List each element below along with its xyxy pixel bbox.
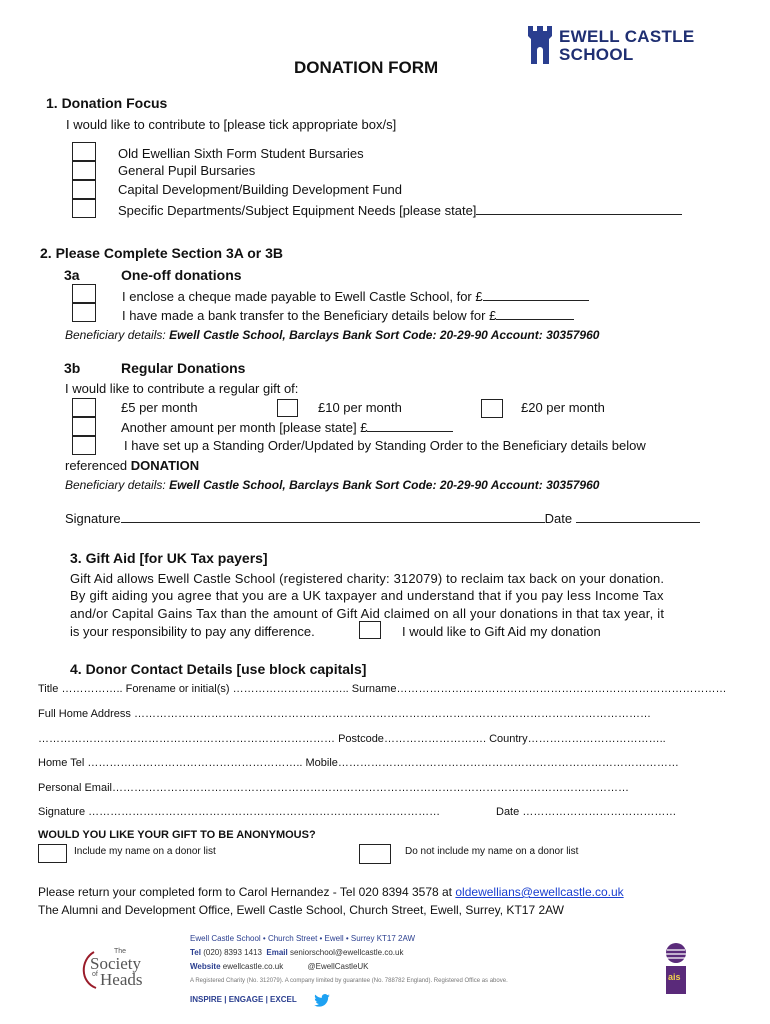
signature-field-4[interactable]: …………………………………………………………………………………… bbox=[88, 806, 441, 818]
checkbox-another-amount[interactable] bbox=[72, 417, 96, 436]
option-capital-development: Capital Development/Building Development Fund bbox=[118, 182, 402, 197]
footer-address: Ewell Castle School • Church Street • Ewell • Surrey KT17 2AW bbox=[190, 934, 416, 943]
checkbox-include-name[interactable] bbox=[38, 844, 67, 863]
email-field[interactable]: …………………………………………………………………………………………………………………………… bbox=[111, 782, 629, 794]
logo-line2: SCHOOL bbox=[559, 45, 634, 64]
amount-10-label: £10 per month bbox=[318, 400, 402, 415]
gift-aid-line3: and/or Capital Gains Tax than the amount of Gift Aid claimed on all your donations in that tax year, it bbox=[70, 606, 665, 621]
society-line4: Heads bbox=[100, 970, 143, 989]
checkbox-cheque[interactable] bbox=[72, 284, 96, 303]
option-specific-departments bbox=[118, 202, 682, 218]
email-row bbox=[38, 782, 629, 794]
address-field[interactable]: …………………………………………………………………………………………………………………………… bbox=[134, 708, 651, 720]
section3-heading: 3. Gift Aid [for UK Tax payers] bbox=[70, 550, 268, 566]
option-specific-departments-label: Specific Departments/Subject Equipment Needs [please state] bbox=[118, 203, 477, 218]
footer-email[interactable]: seniorschool@ewellcastle.co.uk bbox=[289, 948, 404, 957]
footer-website-label: Website bbox=[190, 962, 221, 971]
checkbox-old-ewellian[interactable] bbox=[72, 142, 96, 161]
beneficiary-value-3b: Ewell Castle School, Barclays Bank Sort Code: 20-29-90 Account: 30357960 bbox=[169, 478, 600, 492]
gift-aid-line1: Gift Aid allows Ewell Castle School (registered charity: 312079) to reclaim tax back on your donation. bbox=[70, 571, 665, 586]
mobile-field[interactable]: ………………………………………………………………………………… bbox=[337, 757, 679, 769]
footer-tagline: INSPIRE | ENGAGE | EXCEL bbox=[190, 995, 297, 1004]
anonymous-question: WOULD YOU LIKE YOUR GIFT TO BE ANONYMOUS? bbox=[38, 829, 316, 841]
beneficiary-label: Beneficiary details: bbox=[65, 328, 166, 342]
beneficiary-label-3b: Beneficiary details: bbox=[65, 478, 166, 492]
ais-globe-icon bbox=[664, 942, 688, 964]
section1-heading: 1. Donation Focus bbox=[46, 95, 168, 111]
society-line3: of bbox=[92, 971, 98, 978]
footer-twitter-handle[interactable]: @EwellCastleUK bbox=[307, 962, 369, 971]
date-field-4[interactable]: …………………………………… bbox=[522, 806, 677, 818]
forename-field[interactable]: ………………………….. bbox=[232, 683, 349, 695]
castle-tower-icon bbox=[526, 24, 554, 66]
amount-5-label: £5 per month bbox=[121, 400, 198, 415]
footer-legal: A Registered Charity (No. 312079). A company limited by guarantee (No. 788782 England). Registered Office as above. bbox=[190, 978, 508, 984]
section3a-title: One-off donations bbox=[121, 267, 242, 283]
return-email-link[interactable]: oldewellians@ewellcastle.co.uk bbox=[455, 885, 624, 899]
beneficiary-value: Ewell Castle School, Barclays Bank Sort Code: 20-29-90 Account: 30357960 bbox=[169, 328, 600, 342]
society-of-heads-logo bbox=[78, 946, 150, 992]
option-old-ewellian: Old Ewellian Sixth Form Student Bursaries bbox=[118, 146, 364, 161]
checkbox-10-per-month[interactable] bbox=[277, 399, 298, 417]
signature-label-3b: Signature bbox=[65, 511, 121, 526]
include-name-label: Include my name on a donor list bbox=[74, 846, 216, 857]
exclude-name-label: Do not include my name on a donor list bbox=[405, 846, 579, 857]
title-label: Title bbox=[38, 683, 59, 695]
beneficiary-details-3a bbox=[65, 328, 599, 342]
ais-logo bbox=[664, 942, 688, 994]
checkbox-exclude-name[interactable] bbox=[359, 844, 391, 864]
date-row-4 bbox=[496, 806, 676, 818]
another-amount-field[interactable] bbox=[367, 419, 453, 432]
home-tel-label: Home Tel bbox=[38, 757, 85, 769]
surname-label: Surname bbox=[351, 683, 397, 695]
section1-instruction: I would like to contribute to [please tick appropriate box/s] bbox=[66, 117, 397, 132]
section3b-title: Regular Donations bbox=[121, 360, 246, 376]
beneficiary-details-3b bbox=[65, 478, 599, 492]
gift-aid-line4: is your responsibility to pay any difference. bbox=[70, 624, 315, 639]
society-line2: Society bbox=[90, 954, 141, 973]
return-line1 bbox=[38, 885, 624, 899]
cheque-label: I enclose a cheque made payable to Ewell Castle School, for £ bbox=[122, 289, 483, 304]
referenced-label: referenced bbox=[65, 458, 128, 473]
referenced-row bbox=[65, 458, 199, 473]
signature-field-3b[interactable] bbox=[121, 510, 545, 523]
tel-mobile-row bbox=[38, 757, 679, 769]
amount-20-label: £20 per month bbox=[521, 400, 605, 415]
email-label: Personal Email bbox=[38, 782, 112, 794]
another-amount-row bbox=[121, 419, 453, 435]
date-field-3b[interactable] bbox=[576, 510, 700, 523]
footer-web-row bbox=[190, 962, 369, 971]
forename-label: Forename or initial(s) bbox=[125, 683, 230, 695]
footer-tel-label: Tel bbox=[190, 948, 201, 957]
another-amount-label: Another amount per month [please state] £ bbox=[121, 420, 368, 435]
society-line1: The bbox=[114, 948, 127, 955]
cheque-row bbox=[122, 288, 589, 304]
home-tel-field[interactable]: ………………………………………………….. bbox=[87, 757, 303, 769]
logo-line1: EWELL CASTLE bbox=[559, 27, 695, 46]
surname-field[interactable]: ……………………………………………………………………………… bbox=[396, 683, 727, 695]
checkbox-specific-departments[interactable] bbox=[72, 199, 96, 218]
title-name-row bbox=[38, 683, 726, 695]
standing-order-label: I have set up a Standing Order/Updated by Standing Order to the Beneficiary details below bbox=[124, 438, 646, 453]
cheque-amount-field[interactable] bbox=[483, 288, 589, 301]
gift-aid-line2: By gift aiding you agree that you are a UK taxpayer and understand that if you pay less Income Tax bbox=[70, 588, 664, 603]
date-label-3b: Date bbox=[544, 511, 573, 526]
transfer-amount-field[interactable] bbox=[496, 307, 574, 320]
title-field[interactable]: …………….. bbox=[61, 683, 123, 695]
return-line2: The Alumni and Development Office, Ewell Castle School, Church Street, Ewell, Surrey, KT17 2AW bbox=[38, 903, 565, 917]
transfer-label: I have made a bank transfer to the Beneficiary details below for £ bbox=[122, 308, 497, 323]
footer-email-label: Email bbox=[266, 948, 288, 957]
specific-departments-field[interactable] bbox=[476, 202, 682, 215]
footer-tel: (020) 8393 1413 bbox=[203, 948, 262, 957]
return-line1-prefix: Please return your completed form to Carol Hernandez - Tel 020 8394 3578 at bbox=[38, 885, 453, 899]
signature-label-4: Signature bbox=[38, 806, 86, 818]
regular-intro: I would like to contribute a regular gift of: bbox=[65, 381, 299, 396]
section3b-label: 3b bbox=[64, 360, 81, 376]
school-logo bbox=[526, 24, 696, 68]
section4-heading: 4. Donor Contact Details [use block capitals] bbox=[70, 661, 367, 677]
referenced-word: DONATION bbox=[130, 458, 200, 473]
option-general-bursaries: General Pupil Bursaries bbox=[118, 163, 256, 178]
mobile-label: Mobile bbox=[305, 757, 338, 769]
transfer-row bbox=[122, 307, 574, 323]
checkbox-standing-order[interactable] bbox=[72, 436, 96, 455]
checkbox-20-per-month[interactable] bbox=[481, 399, 503, 418]
postcode-label: Postcode bbox=[338, 733, 384, 745]
signature-row-3b bbox=[65, 510, 700, 526]
checkbox-bank-transfer[interactable] bbox=[72, 303, 96, 322]
address-row bbox=[38, 708, 651, 720]
checkbox-5-per-month[interactable] bbox=[72, 398, 96, 417]
country-field[interactable]: ……………………………….. bbox=[527, 733, 666, 745]
twitter-bird-icon[interactable] bbox=[314, 994, 330, 1007]
section3a-label: 3a bbox=[64, 267, 80, 283]
footer-website[interactable]: ewellcastle.co.uk bbox=[222, 962, 284, 971]
date-label-4: Date bbox=[496, 806, 520, 818]
footer-contact-row bbox=[190, 948, 403, 957]
address-field-line2[interactable]: ……………………………………………………………………… bbox=[38, 733, 335, 745]
checkbox-general-bursaries[interactable] bbox=[72, 161, 96, 180]
gift-aid-option: I would like to Gift Aid my donation bbox=[402, 624, 601, 639]
country-label: Country bbox=[489, 733, 528, 745]
postcode-field[interactable]: ………………………. bbox=[383, 733, 486, 745]
postcode-country-row bbox=[38, 733, 666, 745]
signature-date-row bbox=[38, 806, 440, 818]
section2-heading: 2. Please Complete Section 3A or 3B bbox=[40, 245, 284, 261]
checkbox-capital-development[interactable] bbox=[72, 180, 96, 199]
address-label: Full Home Address bbox=[38, 708, 131, 720]
ais-text: ais bbox=[668, 972, 681, 982]
form-title: DONATION FORM bbox=[294, 58, 439, 77]
checkbox-gift-aid[interactable] bbox=[359, 621, 381, 639]
